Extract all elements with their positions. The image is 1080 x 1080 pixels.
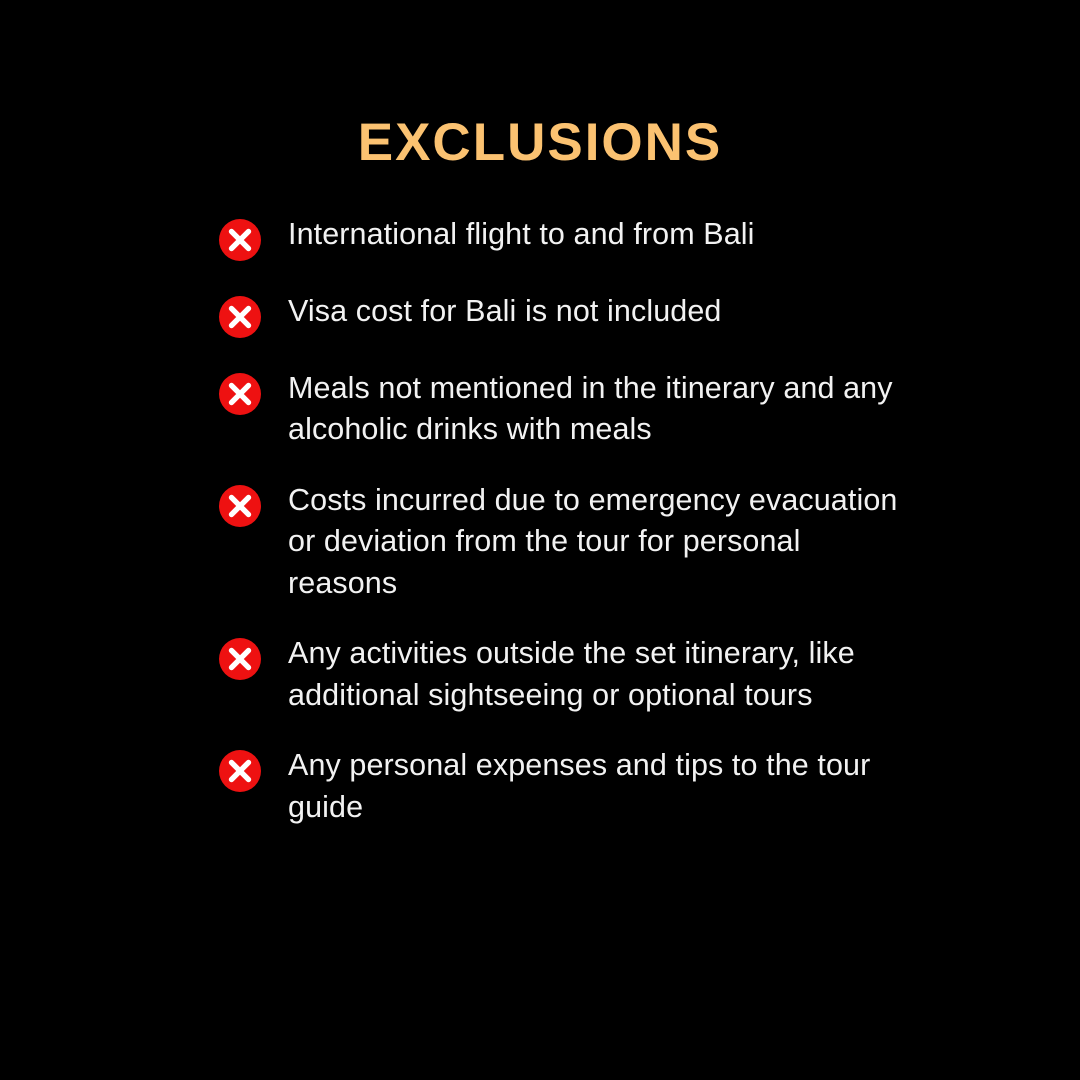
list-item: [218, 745, 918, 828]
list-item-label: International flight to and from Bali: [288, 217, 755, 251]
list-item: [218, 480, 918, 604]
circle-x-icon: [218, 218, 262, 262]
list-item-label: Visa cost for Bali is not included: [288, 294, 722, 328]
list-item-label: Any personal expenses and tips to the tour guide: [288, 748, 871, 824]
circle-x-icon: [218, 295, 262, 339]
list-item-label: Meals not mentioned in the itinerary and any alcoholic drinks with meals: [288, 371, 893, 447]
list-item: [218, 214, 918, 262]
list-item-label: Any activities outside the set itinerary, like additional sightseeing or optional tours: [288, 636, 855, 712]
circle-x-icon: [218, 637, 262, 681]
list-item-label: Costs incurred due to emergency evacuation or deviation from the tour for personal reasons: [288, 482, 898, 600]
circle-x-icon: [218, 749, 262, 793]
circle-x-icon: [218, 372, 262, 416]
list-item: [218, 368, 918, 451]
list-item: [218, 291, 918, 339]
list-item: [218, 633, 918, 716]
exclusions-list: [218, 214, 918, 857]
circle-x-icon: [218, 484, 262, 528]
page-title: EXCLUSIONS: [357, 113, 723, 172]
